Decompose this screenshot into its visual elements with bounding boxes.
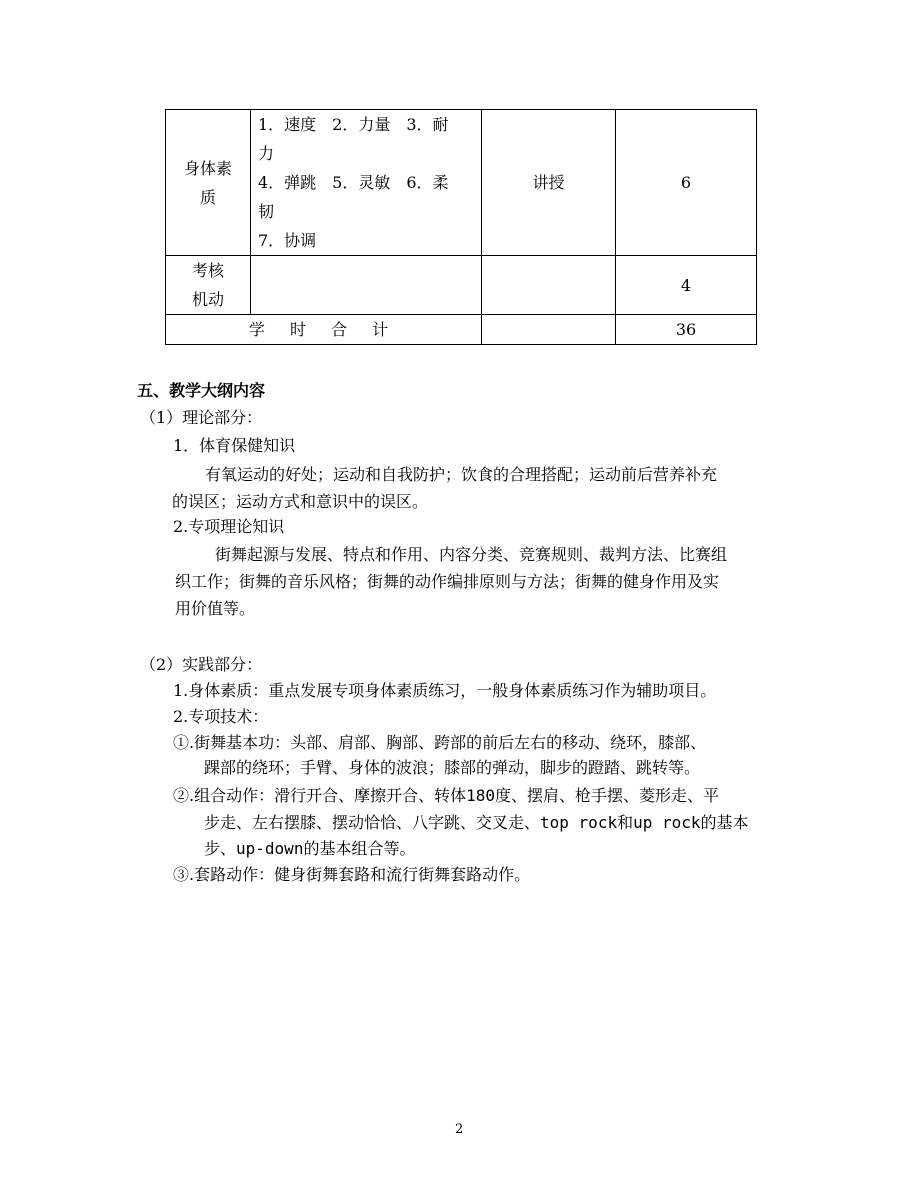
theory-item1-text: 有氧运动的好处；运动和自我防护；饮食的合理搭配；运动前后营养补充 [205,465,718,484]
section-title: 五、教学大纲内容 [137,381,266,400]
theory-title: （1）理论部分： [140,408,263,427]
theory-item1-text: 的误区；运动方式和意识中的误区。 [172,492,429,511]
practice-item1: 1.身体素质：重点发展专项身体素质练习，一般身体素质练习作为辅助项目。 [173,681,717,700]
course-hours-table [165,109,757,345]
table-total-row [166,315,757,345]
content-cell: 1．速度 2．力量 3．耐 力 4．弹跳 5．灵敏 6．柔 韧 7．协调 [251,110,482,256]
hours-cell: 6 [616,110,757,256]
practice-sub2: ②.组合动作：滑行开合、摩擦开合、转体180度、摆肩、枪手摆、菱形走、平 [173,786,720,805]
total-label: 学 时 合 计 [166,315,482,345]
practice-sub1: ①.街舞基本功：头部、肩部、胸部、跨部的前后左右的移动、绕环，膝部、 [173,733,707,752]
hours-cell: 4 [616,256,757,315]
practice-sub3: ③.套路动作：健身街舞套路和流行街舞套路动作。 [173,865,531,884]
table-row [166,256,757,315]
practice-item2: 2.专项技术： [173,707,269,726]
total-hours: 36 [616,315,757,345]
practice-sub2: 步、up-down的基本组合等。 [204,839,416,858]
item-cell: 考核 机动 [166,256,251,315]
theory-item2-text: 织工作；街舞的音乐风格；街舞的动作编排原则与方法；街舞的健身作用及实 [175,572,720,591]
table-row [166,110,757,256]
practice-title: （2）实践部分： [140,655,263,674]
page-number: 2 [455,1122,464,1137]
method-cell: 讲授 [482,110,616,256]
item-cell: 身体素 质 [166,110,251,256]
theory-item2-title: 2.专项理论知识 [173,517,285,536]
practice-sub1: 踝部的绕环；手臂、身体的波浪；膝部的弹动，脚步的蹬踏、跳转等。 [204,758,701,777]
method-cell [482,256,616,315]
total-method-cell [482,315,616,345]
theory-item2-text: 街舞起源与发展、特点和作用、内容分类、竞赛规则、裁判方法、比赛组 [215,545,728,564]
content-cell [251,256,482,315]
practice-sub2: 步走、左右摆膝、摆动恰恰、八字跳、交叉走、top rock和up rock的基本 [204,813,749,832]
theory-item2-text: 用价值等。 [175,599,256,618]
theory-item1-title: 1．体育保健知识 [173,436,296,455]
